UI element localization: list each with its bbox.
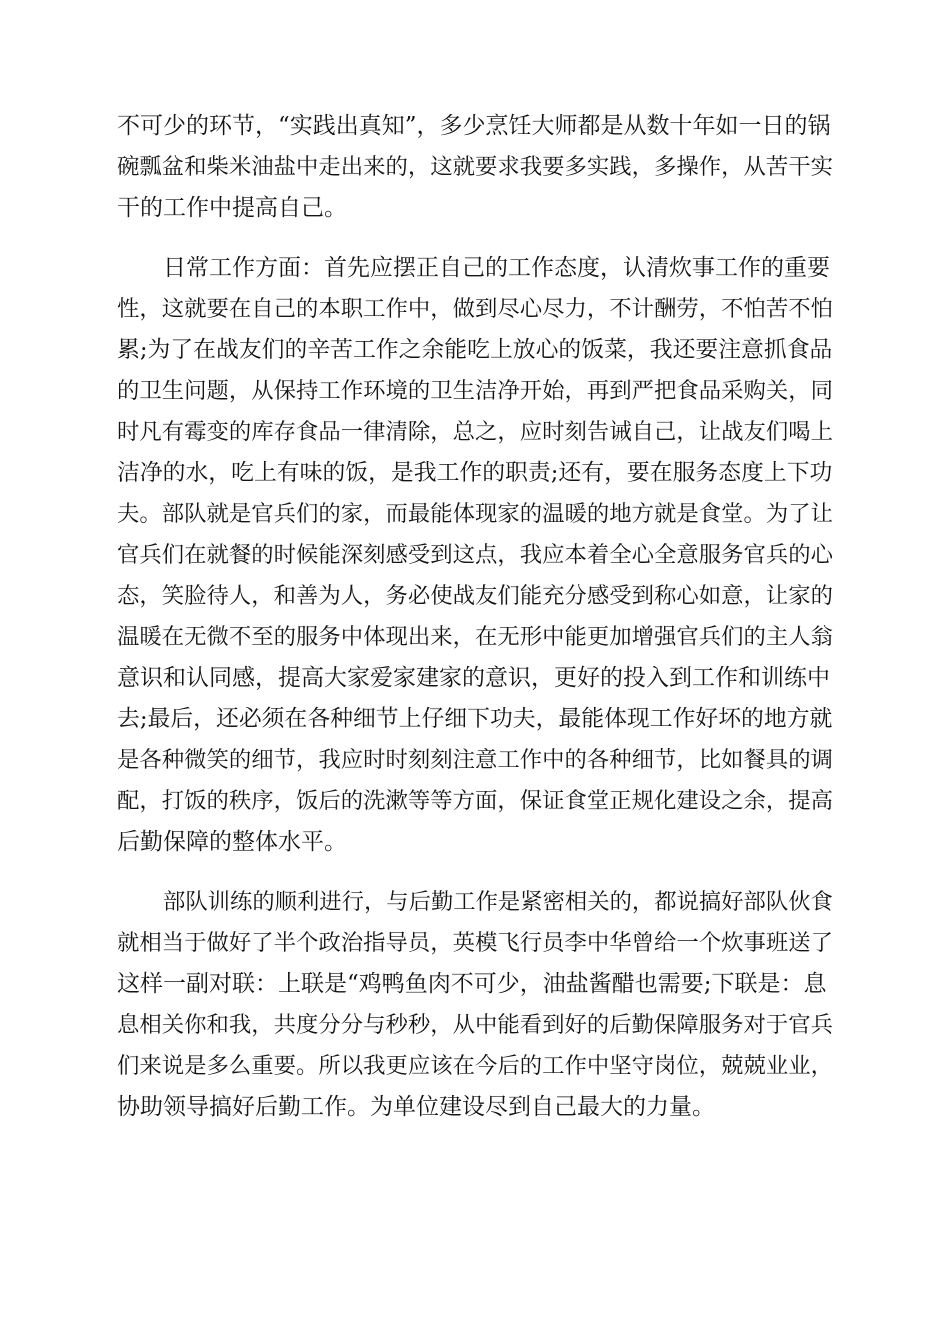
text-line: 时凡有霉变的库存食品一律清除，总之，应时刻告诫自己，让战友们喝上 — [117, 419, 834, 445]
text-line: 后勤保障的整体水平。 — [117, 829, 347, 855]
text-line: 累;为了在战友们的辛苦工作之余能吃上放心的饭菜，我还要注意抓食品 — [117, 337, 833, 363]
paragraph-1 — [117, 106, 833, 229]
text-line: 们来说是多么重要。所以我更应该在今后的工作中坚守岗位，兢兢业业， — [117, 1053, 834, 1079]
paragraph-2 — [117, 248, 833, 863]
text-line: 去;最后，还必须在各种细节上仔细下功夫，最能体现工作好坏的地方就 — [117, 706, 833, 732]
text-line: 是各种微笑的细节，我应时时刻刻注意工作中的各种细节，比如餐具的调 — [117, 747, 834, 773]
paragraph-3 — [117, 882, 833, 1128]
text-line: 部队训练的顺利进行，与后勤工作是紧密相关的，都说搞好部队伙食 — [163, 889, 833, 915]
text-line: 配，打饭的秩序，饭后的洗漱等等方面，保证食堂正规化建设之余，提高 — [117, 788, 834, 814]
text-line: 性，这就要在自己的本职工作中，做到尽心尽力，不计酬劳，不怕苦不怕 — [117, 296, 834, 322]
text-line: 不可少的环节，“实践出真知”，多少烹饪大师都是从数十年如一日的锅 — [117, 113, 831, 139]
text-line: 就相当于做好了半个政治指导员，英模飞行员李中华曾给一个炊事班送了 — [117, 930, 834, 956]
text-line: 日常工作方面：首先应摆正自己的工作态度，认清炊事工作的重要 — [163, 255, 830, 281]
text-line: 洁净的水，吃上有味的饭，是我工作的职责;还有，要在服务态度上下功 — [117, 460, 833, 486]
text-line: 干的工作中提高自己。 — [117, 195, 347, 221]
text-line: 态，笑脸待人，和善为人，务必使战友们能充分感受到称心如意，让家的 — [117, 583, 834, 609]
document-body — [117, 106, 833, 1147]
text-line: 的卫生问题，从保持工作环境的卫生洁净开始，再到严把食品采购关，同 — [117, 378, 834, 404]
text-line: 碗瓢盆和柴米油盐中走出来的，这就要求我要多实践，多操作，从苦干实 — [117, 154, 834, 180]
text-line: 这样一副对联：上联是“鸡鸭鱼肉不可少，油盐酱醋也需要;下联是：息 — [117, 971, 827, 997]
text-line: 夫。部队就是官兵们的家，而最能体现家的温暖的地方就是食堂。为了让 — [117, 501, 834, 527]
text-line: 温暖在无微不至的服务中体现出来，在无形中能更加增强官兵们的主人翁 — [117, 624, 834, 650]
text-line: 意识和认同感，提高大家爱家建家的意识，更好的投入到工作和训练中 — [117, 665, 830, 691]
text-line: 息相关你和我，共度分分与秒秒，从中能看到好的后勤保障服务对于官兵 — [117, 1012, 834, 1038]
text-line: 协助领导搞好后勤工作。为单位建设尽到自己最大的力量。 — [117, 1094, 715, 1120]
text-line: 官兵们在就餐的时候能深刻感受到这点，我应本着全心全意服务官兵的心 — [117, 542, 834, 568]
